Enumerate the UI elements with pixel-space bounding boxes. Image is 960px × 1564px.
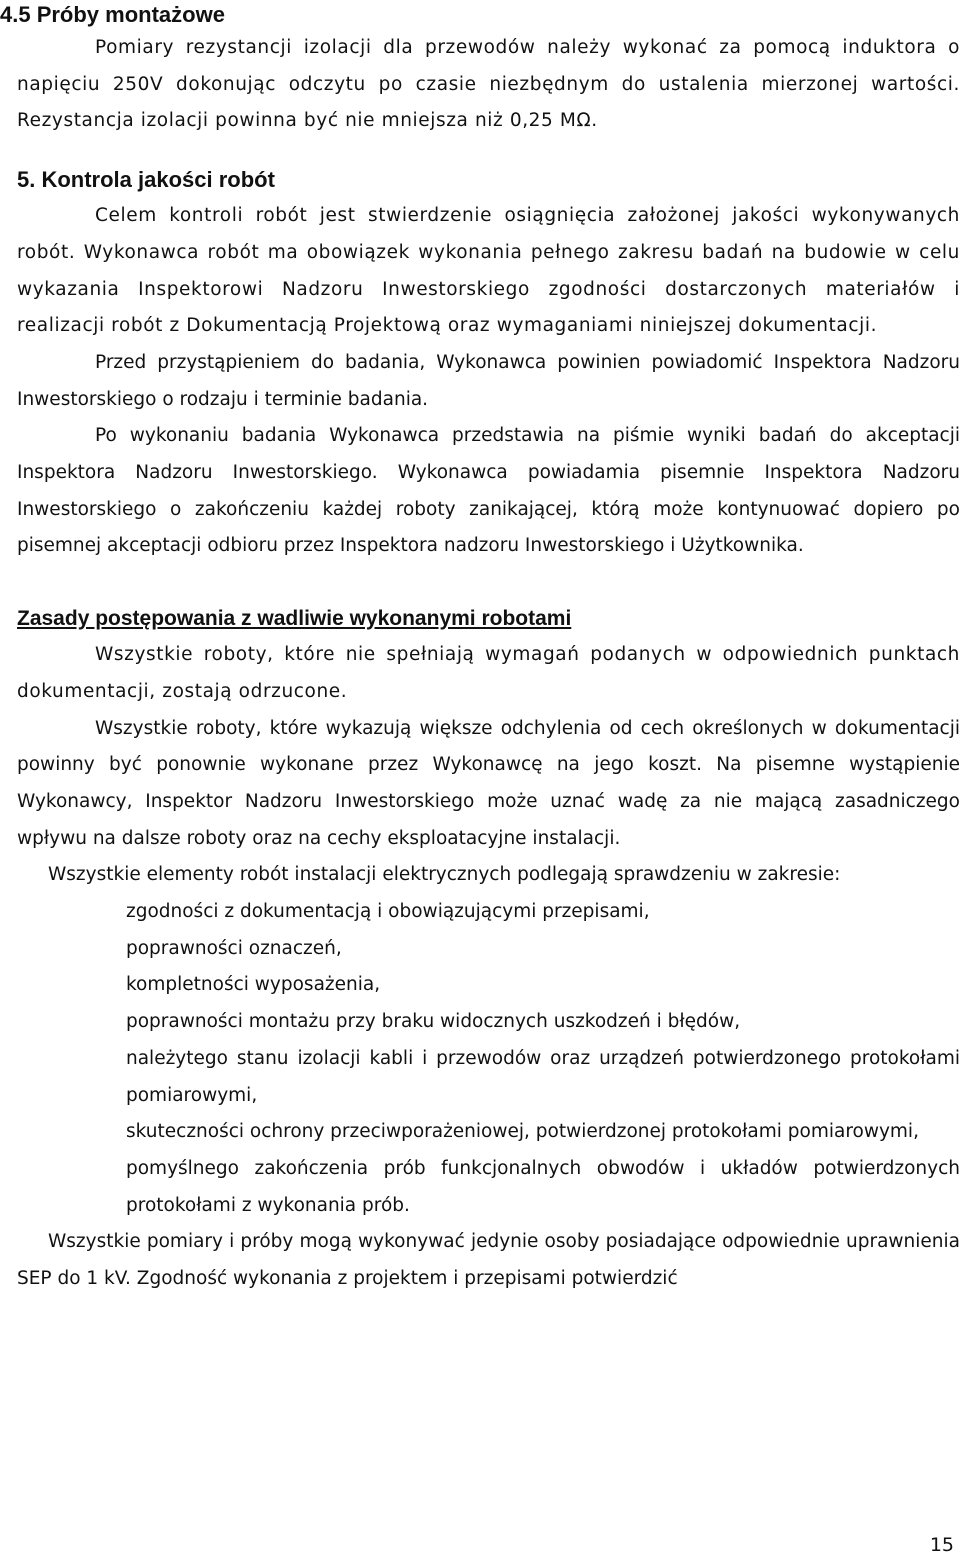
section-5-paragraph-3: Po wykonaniu badania Wykonawca przedstawia na piśmie wyniki badań do akceptacji Inspektora Nadzoru Inwestorskiego. Wykonawca powiadamia pisemnie Inspektora Nadzoru Inwestorskiego o zakończeniu każdej roboty zanikającej, którą może kontynuować dopiero po pisemnej akceptacji odbioru przez Inspektora nadzoru Inwestorskiego i Użytkownika.	[17, 425, 960, 557]
list-item: zgodności z dokumentacją i obowiązującymi przepisami,	[126, 901, 650, 923]
list-item: poprawności montażu przy braku widocznych uszkodzeń i błędów,	[126, 1011, 741, 1033]
inspection-checklist	[17, 894, 960, 1224]
defects-paragraph-1: Wszystkie roboty, które nie spełniają wymagań podanych w odpowiednich punktach dokumentacji, zostają odrzucone.	[17, 644, 960, 702]
section-5-paragraph-2: Przed przystąpieniem do badania, Wykonawca powinien powiadomić Inspektora Nadzoru Inwestorskiego o rodzaju i terminie badania.	[17, 351, 960, 410]
section-4-5-paragraph: Pomiary rezystancji izolacji dla przewodów należy wykonać za pomocą induktora o napięciu 250V dokonując odczytu po czasie niezbędnym do ustalenia mierzonej wartości. Rezystancja izolacji powinna być nie mniejsza niż 0,25 MΩ.	[17, 37, 960, 132]
list-item: poprawności oznaczeń,	[126, 937, 342, 959]
list-item: należytego stanu izolacji kabli i przewodów oraz urządzeń potwierdzonego protokołami pomiarowymi,	[126, 1047, 960, 1106]
defects-paragraph-3: Wszystkie elementy robót instalacji elektrycznych podlegają sprawdzeniu w zakresie:	[48, 864, 841, 886]
list-item: pomyślnego zakończenia prób funkcjonalnych obwodów i układów potwierdzonych protokołami z wykonania prób.	[126, 1157, 960, 1216]
defects-paragraph-2: Wszystkie roboty, które wykazują większe odchylenia od cech określonych w dokumentacji powinny być ponownie wykonane przez Wykonawcę na jego koszt. Na pisemne wystąpienie Wykonawcy, Inspektor Nadzoru Inwestorskiego może uznać wadę za nie mającą zasadniczego wpływu na dalsze roboty oraz na cechy eksploatacyjne instalacji.	[17, 717, 960, 849]
section-5-paragraph-1: Celem kontroli robót jest stwierdzenie osiągnięcia założonej jakości wykonywanych robót. Wykonawca robót ma obowiązek wykonania pełnego zakresu badań na budowie w celu wykazania Inspektorowi Nadzoru Inwestorskiego zgodności dostarczonych materiałów i realizacji robót z Dokumentacją Projektową oraz wymaganiami niniejszej dokumentacji.	[17, 205, 960, 337]
section-heading-5: 5. Kontrola jakości robót	[17, 167, 275, 193]
list-item: skuteczności ochrony przeciwporażeniowej, potwierdzonej protokołami pomiarowymi,	[126, 1121, 919, 1143]
defects-paragraph-4: Wszystkie pomiary i próby mogą wykonywać jedynie osoby posiadające odpowiednie uprawnienia SEP do 1 kV. Zgodność wykonania z projektem i przepisami potwierdzić	[17, 1231, 960, 1290]
defects-heading: Zasady postępowania z wadliwie wykonanymi robotami	[17, 607, 572, 631]
section-heading-4-5: 4.5 Próby montażowe	[0, 2, 225, 27]
page-number: 15	[929, 1534, 954, 1556]
list-item: kompletności wyposażenia,	[126, 974, 381, 996]
